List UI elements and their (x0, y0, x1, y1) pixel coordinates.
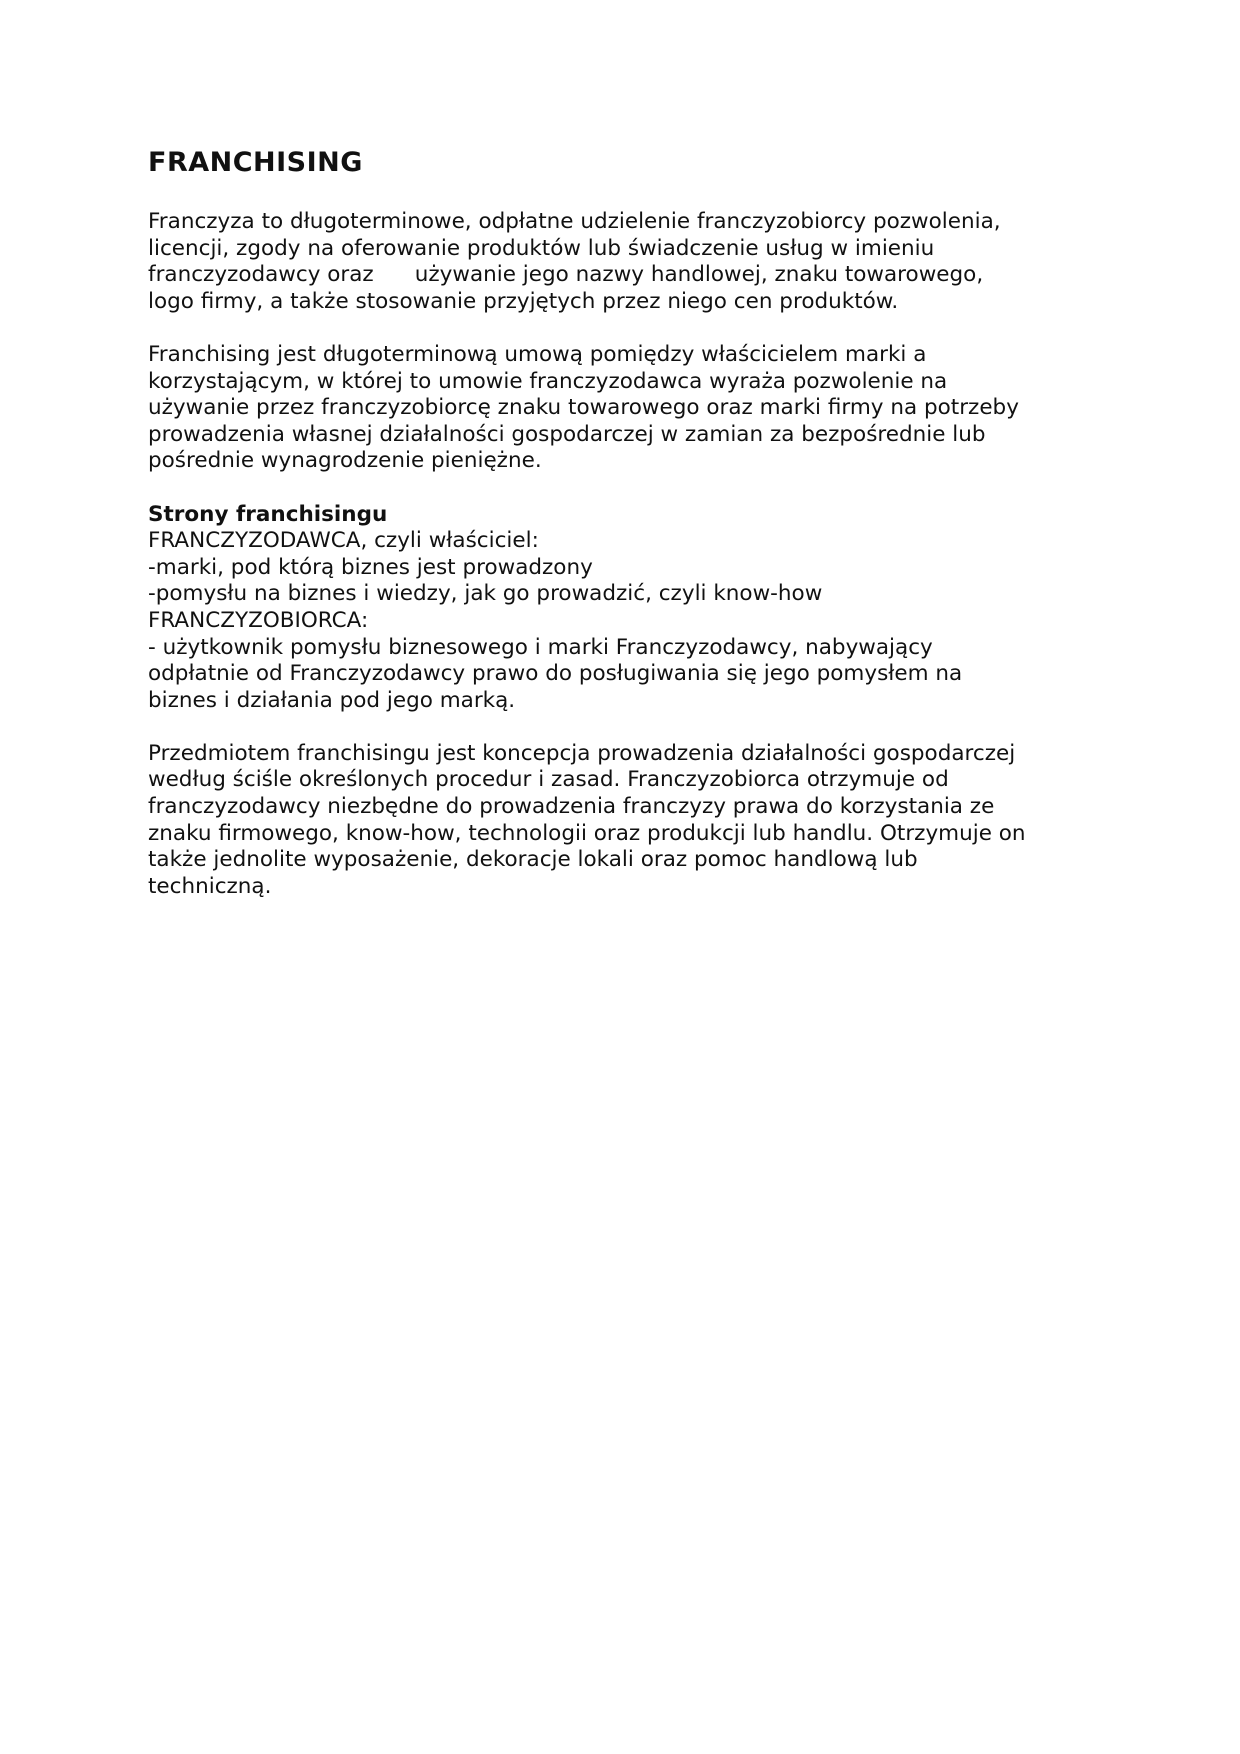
paragraph-subject (148, 741, 1108, 901)
text-line: FRANCZYZOBIORCA: (148, 607, 369, 633)
paragraph-agreement (148, 342, 1108, 475)
text-line: FRANCZYZODAWCA, czyli właściciel: (148, 528, 539, 554)
text-line: logo firmy, a także stosowanie przyjętych przez niego cen produktów. (148, 288, 899, 314)
text-line: techniczną. (148, 873, 272, 899)
text-line: -pomysłu na biznes i wiedzy, jak go prowadzić, czyli know-how (148, 581, 823, 607)
section-heading: Strony franchisingu (148, 501, 388, 527)
text-line: znaku firmowego, know-how, technologii oraz produkcji lub handlu. Otrzymuje on (148, 820, 1026, 846)
text-line: odpłatnie od Franczyzodawcy prawo do posługiwania się jego pomysłem na (148, 661, 963, 687)
text-line: - użytkownik pomysłu biznesowego i marki Franczyzodawcy, nabywający (148, 634, 933, 660)
text-line: franczyzodawcy oraz używanie jego nazwy handlowej, znaku towarowego, (148, 262, 984, 288)
text-line: prowadzenia własnej działalności gospodarczej w zamian za bezpośrednie lub (148, 421, 986, 447)
text-line: biznes i działania pod jego marką. (148, 687, 516, 713)
text-line: franczyzodawcy niezbędne do prowadzenia franczyzy prawa do korzystania ze (148, 794, 995, 820)
text-line: Franczyza to długoterminowe, odpłatne udzielenie franczyzobiorcy pozwolenia, (148, 209, 1001, 234)
text-line: licencji, zgody na oferowanie produktów lub świadczenie usług w imieniu (148, 235, 935, 261)
document-title: FRANCHISING (148, 147, 363, 178)
text-line: używanie przez franczyzobiorcę znaku towarowego oraz marki firmy na potrzeby (148, 395, 1019, 421)
text-line: korzystającym, w której to umowie franczyzodawca wyraża pozwolenie na (148, 368, 948, 394)
text-line: pośrednie wynagrodzenie pieniężne. (148, 448, 542, 474)
text-line: -marki, pod którą biznes jest prowadzony (148, 554, 593, 580)
text-line: według ściśle określonych procedur i zasad. Franczyzobiorca otrzymuje od (148, 767, 949, 793)
paragraph-definition (148, 209, 1108, 315)
text-line: Franchising jest długoterminową umową pomiędzy właścicielem marki a (148, 341, 927, 367)
section-sides (148, 502, 1108, 715)
text-line: także jednolite wyposażenie, dekoracje lokali oraz pomoc handlową lub (148, 847, 918, 873)
text-line: Przedmiotem franchisingu jest koncepcja prowadzenia działalności gospodarczej (148, 740, 1016, 766)
document-page (148, 146, 1108, 927)
